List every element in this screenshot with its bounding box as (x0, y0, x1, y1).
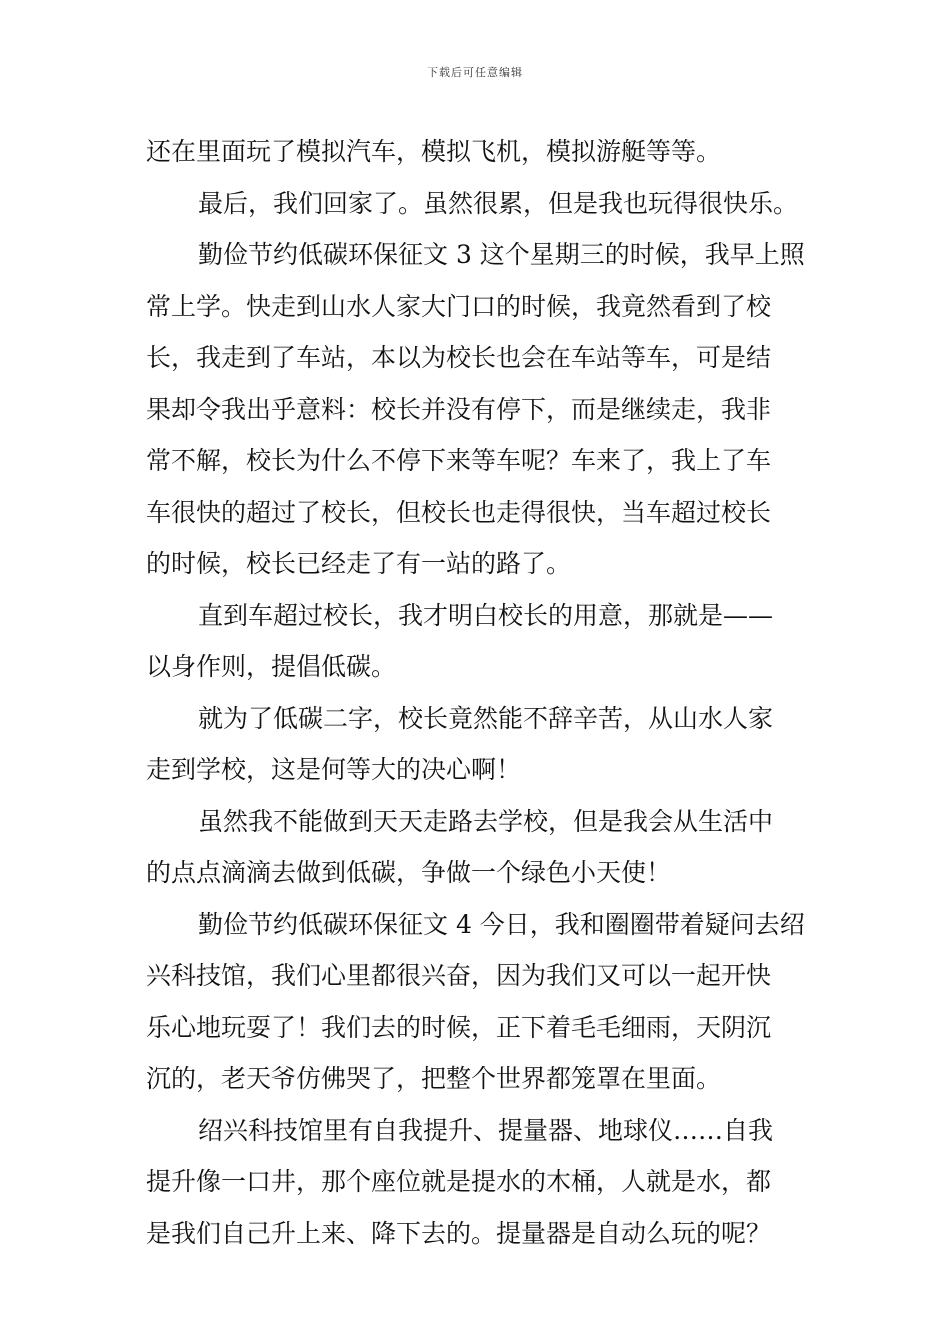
text-line: 常上学。快走到山水人家大门口的时候，我竟然看到了校 (146, 291, 772, 321)
text-line: 就为了低碳二字，校长竟然能不辞辛苦，从山水人家 (198, 703, 774, 733)
text-line: 的点点滴滴去做到低碳，争做一个绿色小天使！ (146, 858, 672, 887)
text-line: 乐心地玩耍了！我们去的时候，正下着毛毛细雨，天阴沉 (146, 1012, 772, 1042)
text-line: 果却令我出乎意料：校长并没有停下，而是继续走，我非 (146, 394, 772, 424)
text-line: 绍兴科技馆里有自我提升、提量器、地球仪……自我 (198, 1115, 774, 1145)
text-line: 直到车超过校长，我才明白校长的用意，那就是—— (198, 600, 774, 630)
text-line: 勤俭节约低碳环保征文 4 今日，我和圈圈带着疑问去绍 (198, 909, 805, 939)
text-line: 长，我走到了车站，本以为校长也会在车站等车，可是结 (146, 343, 772, 372)
text-line: 是我们自己升上来、降下去的。提量器是自动么玩的呢？ (146, 1218, 772, 1248)
document-body (146, 126, 806, 1259)
text-line: 勤俭节约低碳环保征文 3 这个星期三的时候，我早上照 (198, 240, 805, 269)
text-line: 兴科技馆，我们心里都很兴奋，因为我们又可以一起开快 (146, 961, 772, 990)
text-line: 虽然我不能做到天天走路去学校，但是我会从生活中 (198, 806, 774, 836)
text-line: 走到学校，这是何等大的决心啊！ (146, 755, 522, 784)
text-line: 最后，我们回家了。虽然很累，但是我也玩得很快乐。 (198, 188, 799, 218)
text-line: 以身作则，提倡低碳。 (146, 652, 397, 681)
text-line: 提升像一口井，那个座位就是提水的木桶，人就是水，都 (146, 1167, 772, 1196)
text-line: 常不解，校长为什么不停下来等车呢？车来了，我上了车 (146, 446, 772, 475)
text-line: 车很快的超过了校长，但校长也走得很快，当车超过校长 (146, 497, 772, 527)
text-line: 还在里面玩了模拟汽车，模拟飞机，模拟游艇等等。 (146, 137, 722, 166)
header-watermark: 下载后可任意编辑 (427, 66, 523, 79)
text-line: 沉的，老天爷仿佛哭了，把整个世界都笼罩在里面。 (146, 1064, 722, 1093)
text-line: 的时候，校长已经走了有一站的路了。 (146, 549, 572, 578)
